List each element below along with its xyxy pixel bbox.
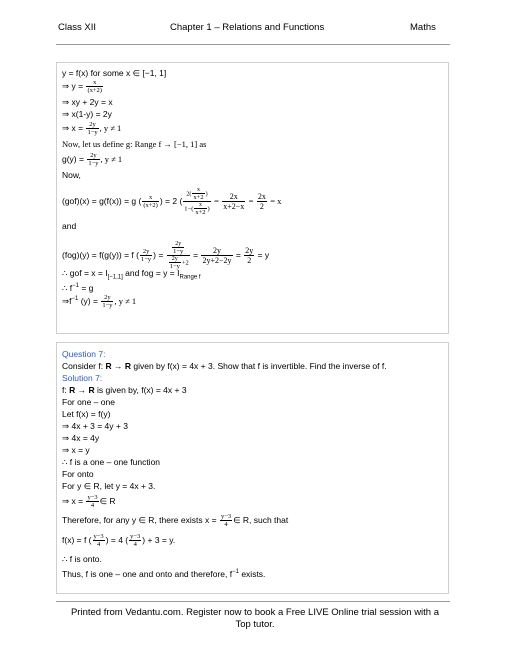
question-text: Consider f: R → R given by f(x) = 4x + 3. Show that f is invertible. Find the inverse of f. xyxy=(62,361,387,371)
line-13: ∴ $f^{-1} = g$ xyxy=(62,282,94,293)
sol-line-12: f(x) = f ( $\frac{y-3}{4}$ ) = 4 ( $\frac{y-3}{4}$ ) + 3 = y. xyxy=(62,533,176,548)
solution-title: Solution 7: xyxy=(62,373,103,383)
line-1: y = f(x) for some x ∈ [−1, 1] xyxy=(62,68,167,78)
sol-line-6: ⇒ x = y xyxy=(62,445,90,455)
line-2: ⇒ y = $\frac{x}{(x+2)}$ xyxy=(62,79,102,94)
sol-line-8: For onto xyxy=(62,469,94,479)
sol-line-9: For y ∈ R, let y = 4x + 3. xyxy=(62,481,156,491)
line-14: $\Rightarrow f^{-1}$ (y) = $\frac{2y}{1-y}$ , y ≠ 1 xyxy=(62,294,137,310)
line-3: ⇒ xy + 2y = x xyxy=(62,97,113,107)
footer-line-1: Printed from Vedantu.com. Register now to book a Free LIVE Online trial session with a xyxy=(70,607,440,618)
header-divider xyxy=(56,44,450,45)
sol-line-14: Thus, f is one – one and onto and therefore, $f^{-1}$ exists. xyxy=(62,568,266,579)
sol-line-11: Therefore, for any y ∈ R, there exists x = $\frac{y-3}{4}$ ∈ R, such that xyxy=(62,513,289,528)
sol-line-7: ∴ f is a one – one function xyxy=(62,457,161,467)
line-5: ⇒ x = $\frac{2y}{1-y}$ , y ≠ 1 xyxy=(62,121,122,136)
sol-line-3: Let f(x) = f(y) xyxy=(62,409,111,419)
line-6: Now, let us define g: Range f → [−1, 1] as xyxy=(62,139,207,149)
line-10: and xyxy=(62,221,77,231)
sol-line-4: ⇒ 4x + 3 = 4y + 3 xyxy=(62,421,128,431)
sol-line-10: ⇒ x = $\frac{y-3}{4}$ ∈ R xyxy=(62,494,116,509)
sol-line-5: ⇒ 4x = 4y xyxy=(62,433,100,443)
header-chapter: Chapter 1 – Relations and Functions xyxy=(170,22,325,33)
question-7-box xyxy=(56,342,449,594)
line-7: g(y) = $\frac{2y}{1-y}$ , y ≠ 1 xyxy=(62,152,123,167)
question-title: Question 7: xyxy=(62,349,106,359)
header-class: Class XII xyxy=(58,22,97,33)
footer xyxy=(56,607,454,631)
line-11: (fog)(y) = f(g(y)) = f ( $\frac{2y}{1-y}$ ) = $\frac{2y}{1-y}$ $\frac{2y}{1-y}$ +2 = $\frac{2y}{2y+2-2y}$ = $\frac{2y}{2}$ = y xyxy=(62,241,270,270)
line-12: ∴ gof = $x = I_{[-1,1]}$ and fog = $y = I_{Range f}$ xyxy=(62,268,201,281)
footer-divider xyxy=(56,601,450,602)
footer-line-2: Top tutor. xyxy=(235,619,275,630)
sol-line-13: ∴ f is onto. xyxy=(62,554,102,564)
sol-line-1: f: R → R is given by, f(x) = 4x + 3 xyxy=(62,385,187,395)
line-4: ⇒ x(1-y) = 2y xyxy=(62,109,112,119)
sol-line-2: For one – one xyxy=(62,397,115,407)
line-9: (gof)(x) = g(f(x)) = g ( $\frac{x}{(x+2)}$ ) = 2 ( 2( $\frac{x}{x+2}$ ) 1−( $\frac{x}{x+2}$ ) = $\frac{2x}{x+2-x}$ = $\frac{2x}{2}$ = x xyxy=(62,187,282,216)
header-subject: Maths xyxy=(410,22,436,33)
line-8: Now, xyxy=(62,170,81,180)
solution-continuation-box xyxy=(56,62,449,334)
